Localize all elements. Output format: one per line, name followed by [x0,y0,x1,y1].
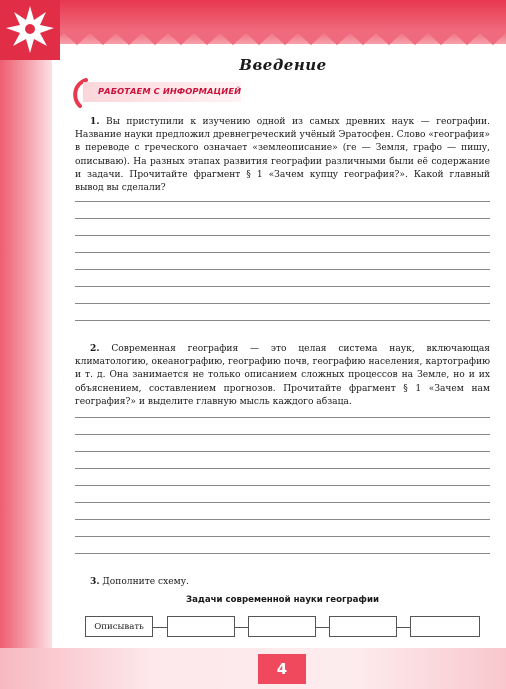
scheme-connector [397,627,410,628]
task-1-text: Вы приступили к изучению одной из самых древних наук — географии. Название науки предложил древнегреческий учёный Эратосфен. Слово «география» в переводе с греческого означает «землеописание» (ге — Земля, графо — пишу, описываю). На разных этапах развития географии различными были её содержание и задачи. Прочитайте фрагмент § 1 «Зачем купцу география?». Какой главный вывод вы сделали? [75,117,490,194]
task-3-text: Дополните схему. [102,577,189,587]
scheme-box-describe: Описывать [85,616,153,637]
answer-line[interactable] [75,451,490,452]
answer-line[interactable] [75,485,490,486]
scheme-box-empty[interactable] [248,616,316,637]
zigzag-border [44,31,506,47]
answer-line[interactable] [75,320,490,321]
scheme-connector [316,627,329,628]
task-2-text: Современная география — это целая система наук, включающая климатологию, океанографию, географию почв, географию населения, картографию и т. д. Она занимается не только описанием сложных процессов на Земле, но и их объяснением, составлением прогнозов. Прочитайте фрагмент § 1 «Зачем нам география?» и выделите главную мысль каждого абзаца. [75,344,490,407]
scheme-box-empty[interactable] [410,616,480,637]
page-title: Введение [239,56,327,74]
answer-line[interactable] [75,553,490,554]
answer-line[interactable] [75,303,490,304]
answer-line[interactable] [75,417,490,418]
answer-line[interactable] [75,252,490,253]
star-emblem-icon [0,0,60,60]
answer-line[interactable] [75,519,490,520]
answer-line[interactable] [75,502,490,503]
scheme-connector [153,627,167,628]
task-1-number: 1. [90,116,100,127]
answer-line[interactable] [75,269,490,270]
left-decor-band [0,0,52,689]
scheme-title: Задачи современной науки географии [185,595,380,605]
answer-line[interactable] [75,218,490,219]
section-badge: РАБОТАЕМ С ИНФОРМАЦИЕЙ [98,86,242,96]
scheme-box-empty[interactable] [329,616,397,637]
answer-line[interactable] [75,536,490,537]
scheme-box-empty[interactable] [167,616,235,637]
answer-line[interactable] [75,235,490,236]
answer-line[interactable] [75,434,490,435]
answer-line[interactable] [75,201,490,202]
task-1 [75,115,490,195]
page-number: 4 [258,654,306,684]
answer-line[interactable] [75,286,490,287]
answer-line[interactable] [75,468,490,469]
scheme-connector [235,627,248,628]
task-3-number: 3. [90,576,100,587]
task-2-number: 2. [90,343,100,354]
bottom-decor-band [0,648,506,689]
task-3 [90,576,189,587]
task-2 [75,342,490,409]
